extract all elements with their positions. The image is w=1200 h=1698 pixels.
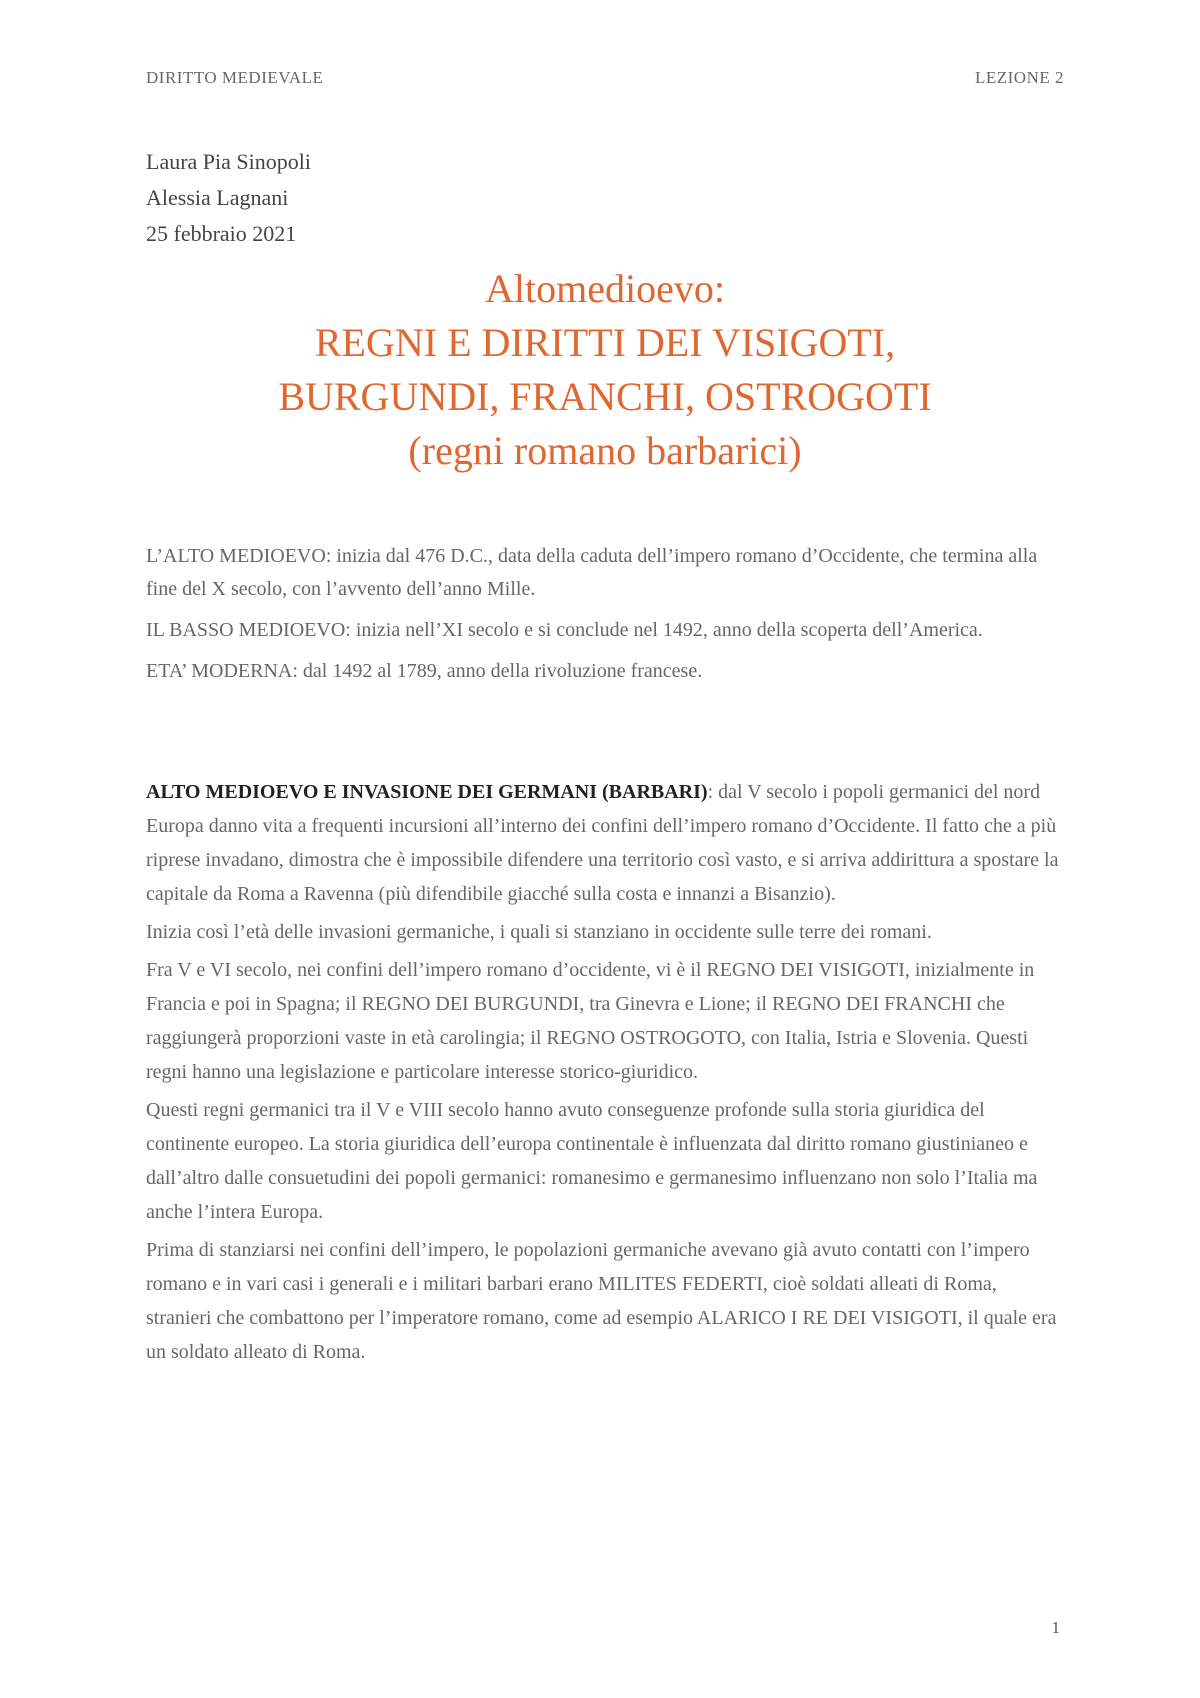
lecture-date: 25 febbraio 2021 xyxy=(146,221,297,246)
header-lesson-number: LEZIONE 2 xyxy=(974,68,1064,87)
period-paragraph: L’ALTO MEDIOEVO: inizia dal 476 D.C., data della caduta dell’impero romano d’Occidente, che termina alla fine del X secolo, con l’avvento dell’anno Mille. xyxy=(146,545,1038,600)
header-course-title: DIRITTO MEDIEVALE xyxy=(146,68,324,87)
section-lead-paragraph xyxy=(146,775,1066,911)
author-name: Laura Pia Sinopoli xyxy=(146,149,311,174)
period-paragraph: ETA’ MODERNA: dal 1492 al 1789, anno della rivoluzione francese. xyxy=(146,660,703,682)
title-line: Altomedioevo: xyxy=(485,266,725,311)
body-paragraph: Prima di stanziarsi nei confini dell’impero, le popolazioni germaniche avevano già avuto contatti con l’impero romano e in vari casi i generali e i militari barbari erano MILITES FEDERTI, cioè soldati alleati di Roma, stranieri che combattono per l’imperatore romano, come ad esempio ALARICO I RE DEI VISIGOTI, il quale era un soldato alleato di Roma. xyxy=(146,1239,1057,1363)
section-heading: ALTO MEDIOEVO E INVASIONE DEI GERMANI (BARBARI) xyxy=(146,781,708,803)
title-subtitle: (regni romano barbarici) xyxy=(408,428,802,473)
page-header xyxy=(146,68,1064,92)
section-lead-text: : dal V secolo i popoli germanici del nord Europa danno vita a frequenti incursioni all’interno dei confini dell’impero romano d’Occidente. Il fatto che a più riprese invadano, dimostra che è impossibile difendere una territorio così vasto, e si arriva addirittura a spostare la capitale da Roma a Ravenna (più difendibile giacché sulla costa e innanzi a Bisanzio). xyxy=(146,781,1059,905)
period-paragraph: IL BASSO MEDIOEVO: inizia nell’XI secolo e si conclude nel 1492, anno della scoperta dell’America. xyxy=(146,619,983,641)
title-line: BURGUNDI, FRANCHI, OSTROGOTI xyxy=(278,374,932,419)
main-section xyxy=(146,775,1066,1373)
page-number: 1 xyxy=(1051,1618,1060,1637)
authors-block xyxy=(146,144,311,252)
title-line: REGNI E DIRITTI DEI VISIGOTI, xyxy=(314,320,896,365)
body-paragraph: Inizia così l’età delle invasioni germaniche, i quali si stanziano in occidente sulle terre dei romani. xyxy=(146,921,932,943)
author-name: Alessia Lagnani xyxy=(146,185,289,210)
body-paragraph: Fra V e VI secolo, nei confini dell’impero romano d’occidente, vi è il REGNO DEI VISIGOTI, inizialmente in Francia e poi in Spagna; il REGNO DEI BURGUNDI, tra Ginevra e Lione; il REGNO DEI FRANCHI che raggiungerà proporzioni vaste in età carolingia; il REGNO OSTROGOTO, con Italia, Istria e Slovenia. Questi regni hanno una legislazione e particolare interesse storico-giuridico. xyxy=(146,959,1035,1083)
periods-section xyxy=(146,540,1066,696)
body-paragraph: Questi regni germanici tra il V e VIII secolo hanno avuto conseguenze profonde sulla storia giuridica del continente europeo. La storia giuridica dell’europa continentale è influenzata dal diritto romano giustinianeo e dall’altro dalle consuetudini dei popoli germanici: romanesimo e germanesimo influenzano non solo l’Italia ma anche l’intera Europa. xyxy=(146,1099,1038,1223)
document-title xyxy=(146,262,1064,478)
